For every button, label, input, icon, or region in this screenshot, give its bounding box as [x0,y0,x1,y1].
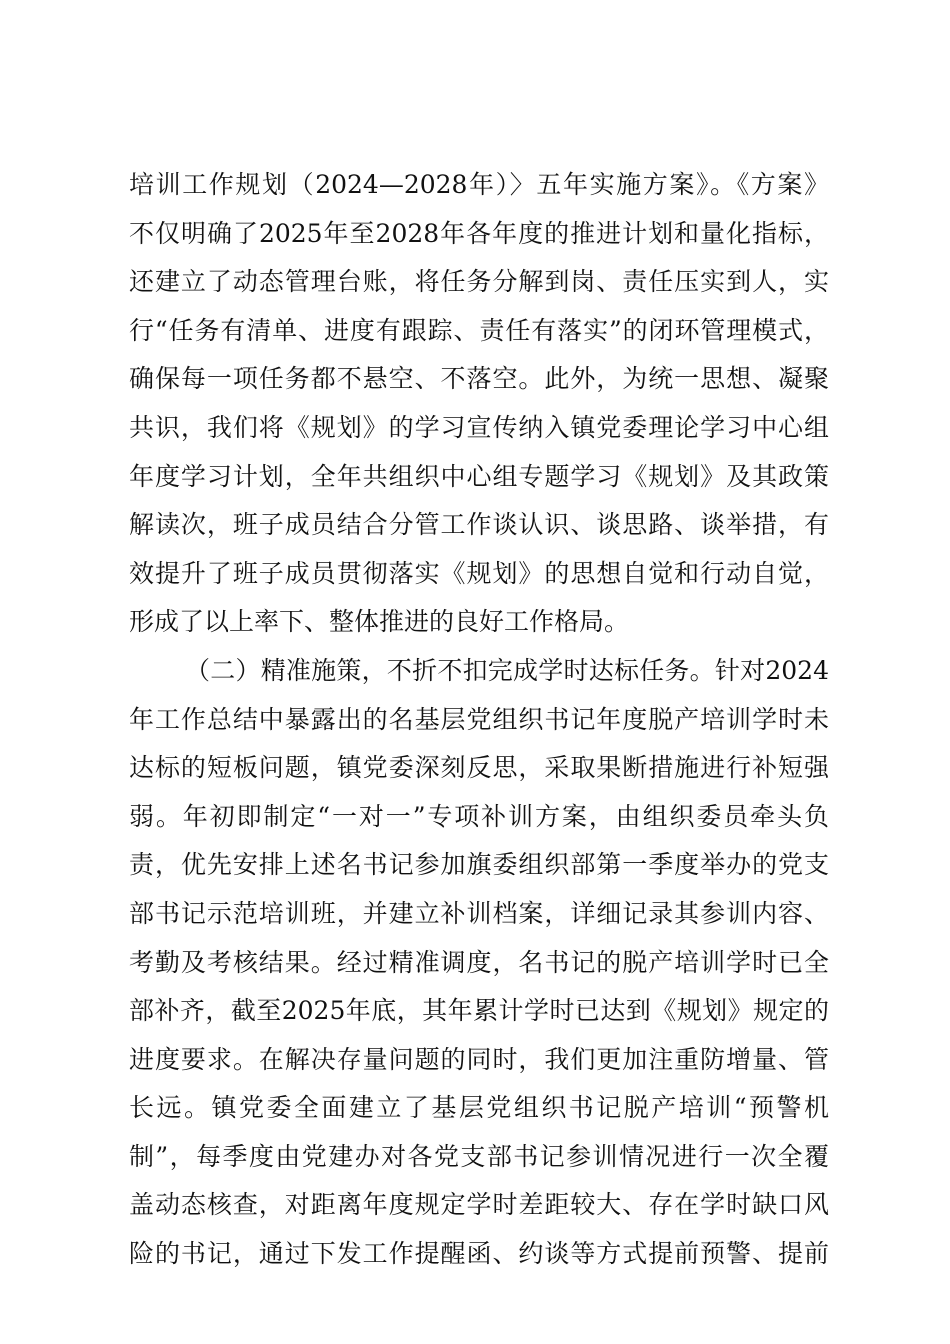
text-line: 解读次，班子成员结合分管工作谈认识、谈思路、谈举措，有 [129,510,829,540]
section-heading-line: （二）精准施策，不折不扣完成学时达标任务。针对2024 [185,655,829,685]
text-line: 险的书记，通过下发工作提醒函、约谈等方式提前预警、提前 [129,1239,829,1269]
text-line: 年度学习计划，全年共组织中心组专题学习《规划》及其政策 [129,461,829,491]
text-line: 还建立了动态管理台账，将任务分解到岗、责任压实到人，实 [129,267,829,297]
text-line: 部书记示范培训班，并建立补训档案，详细记录其参训内容、 [129,898,829,928]
text-line: 行“任务有清单、进度有跟踪、责任有落实”的闭环管理模式， [129,315,829,345]
text-line: 达标的短板问题，镇党委深刻反思，采取果断措施进行补短强 [129,753,829,783]
text-line: 效提升了班子成员贯彻落实《规划》的思想自觉和行动自觉， [129,558,829,588]
text-line: 考勤及考核结果。经过精准调度，名书记的脱产培训学时已全 [129,947,829,977]
text-line: 盖动态核查，对距离年度规定学时差距较大、存在学时缺口风 [129,1190,829,1220]
text-line: 年工作总结中暴露出的名基层党组织书记年度脱产培训学时未 [129,704,829,734]
text-line: 确保每一项任务都不悬空、不落空。此外，为统一思想、凝聚 [129,364,829,394]
text-line: 培训工作规划（2024—2028年）〉五年实施方案》。《方案》 [129,170,829,199]
text-line: 不仅明确了2025年至2028年各年度的推进计划和量化指标， [129,218,829,248]
text-line: 制”，每季度由党建办对各党支部书记参训情况进行一次全覆 [129,1141,829,1171]
text-line: 部补齐，截至2025年底，其年累计学时已达到《规划》规定的 [129,996,829,1026]
text-line: 进度要求。在解决存量问题的同时，我们更加注重防增量、管 [129,1044,829,1074]
text-line: 共识，我们将《规划》的学习宣传纳入镇党委理论学习中心组 [129,412,829,442]
paragraph-end-line: 形成了以上率下、整体推进的良好工作格局。 [129,607,630,637]
text-line: 弱。年初即制定“一对一”专项补训方案，由组织委员牵头负 [129,801,829,831]
text-line: 责，优先安排上述名书记参加旗委组织部第一季度举办的党支 [129,850,829,880]
body-text [129,161,829,1279]
text-line: 长远。镇党委全面建立了基层党组织书记脱产培训“预警机 [129,1093,829,1123]
